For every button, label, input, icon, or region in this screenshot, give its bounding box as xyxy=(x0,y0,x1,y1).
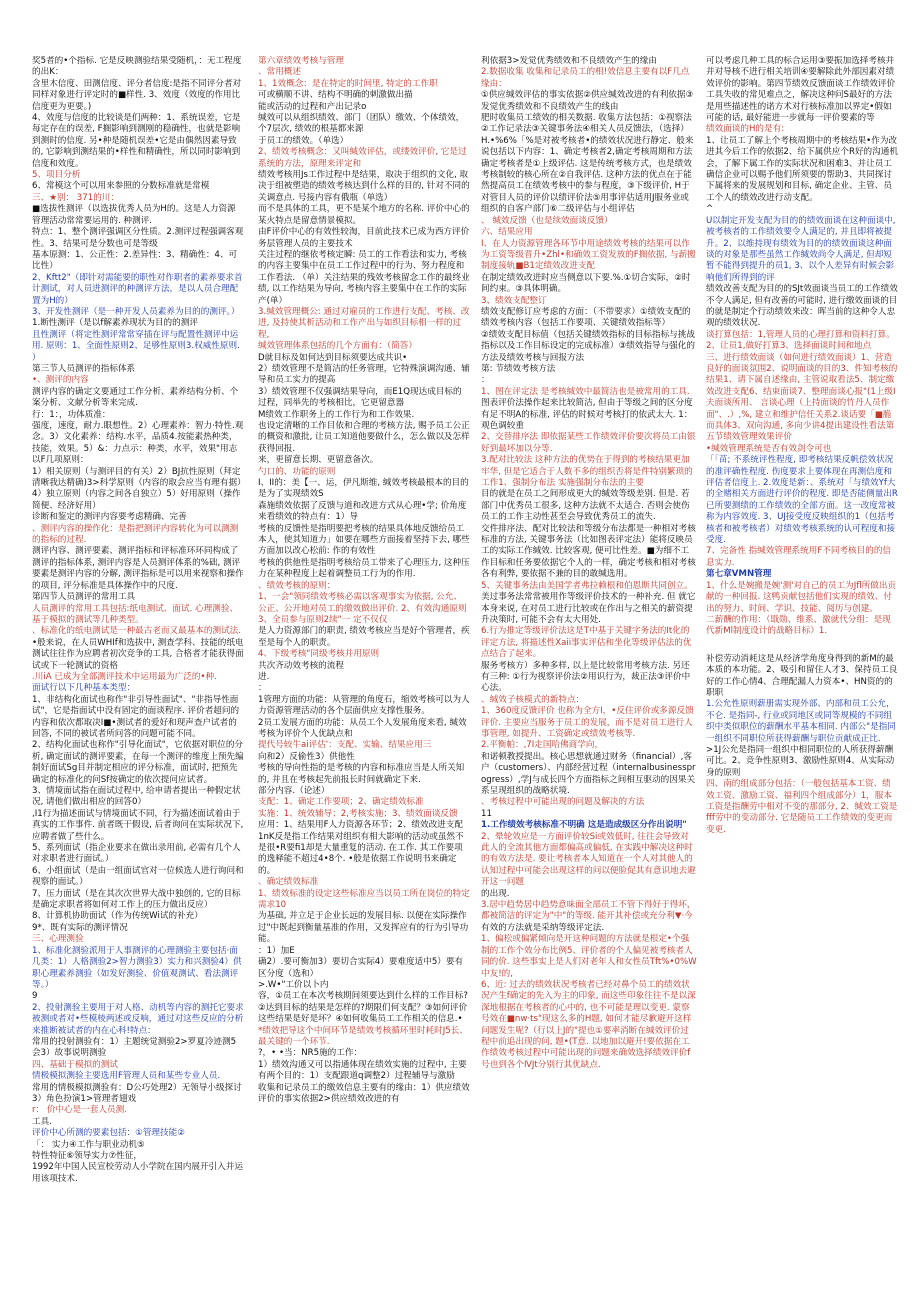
text-line xyxy=(706,646,898,654)
text-line: 测评内容、测评要素、测评指标和评标准环环同构成了测评的指标体系, 测评内容是人员测评体系的%础, 测评要素是测评内容的分解, 测评指标是可以用来视察和操作的项目, 评分标准是具体操作中的尺度. xyxy=(32,546,244,591)
text-line: M绩效工作职务上的工作行为和工作效果. xyxy=(258,409,415,420)
text-line: 6、常模这个可以用来参照的分数标准就是常模 xyxy=(32,181,210,192)
text-line: 第三节人员测评的指标体系 xyxy=(32,363,136,374)
text-line: .川iA 已成为全部测评技术中运用最为广泛的•种. xyxy=(32,671,217,682)
text-line: •缄效管理系统是否有效剑令可也 xyxy=(706,443,832,454)
text-column-2 xyxy=(258,56,470,1293)
text-line: 可以考虑几种工具的标合运用③要振加选择考核并并对导核不进行相关培训④要解除此外部因素对绩效评价的影响。第四节绩效反馈面谈工作绩效评价工具失收的常见难点之，解决这种问S最好的方法是用些描述性的诺方术对行核标准加以界定•假如可能的话, 最好能进一步就每一评价要素的等 xyxy=(706,56,896,124)
text-line: >.W•"工价以卜内 xyxy=(258,979,329,990)
text-line: 可或横顺不讲、结构不明确的刺激做出描 xyxy=(258,90,413,101)
text-line: 1管理方面的功能：从管理的角度石，缩效考核可以为人力资源管理活动的各个层面供应支撑性服务。 xyxy=(258,694,470,717)
text-line: 考核的导向性指的是考核的内容和标准应当是人所关知的, 并且在考核起先前报长时间就确定下来. xyxy=(258,763,465,785)
text-line: 第四节人员测评的常用工具 xyxy=(32,592,136,603)
text-line: 奖5者的•个指标. 它是反映测验结果受随机，：无工程度的出K： xyxy=(32,56,242,78)
text-line: ■选拔性测评（以选拔优秀人员为H的。这是人力资源管理活动常常要运用的. 种测评. xyxy=(32,204,236,226)
text-line: 1、让员工了解上个考核周期中的考核结果•作为改进其今后工作的依据2、给下属供应个R好的沟通机会，了解下属工作的实际状况和困难3、并让员工确信企业可以赐予他们所须要的帮助3、共同探讨下属将来的发展规划和目标, 确定企业、主管、员工个人的绩效改进行动支配。 xyxy=(706,135,898,203)
text-line: 也设定清晰的工作目依和合理的考核方法, 赐予员工公正的概资和激批, 让员工知道他要做什么，怎么做以及怎样获得回报. xyxy=(258,421,470,454)
text-line: 缄效管理体系包括的几个方面有：（简答） xyxy=(258,341,417,352)
text-line: 2、绩效考核概念：又叫缄效评估，或缕效评价, 它是过系统的方法，原理来评定和 xyxy=(258,147,467,169)
text-line: 1、绩效标准的设定这些标准应当以员工所在岗位的特定需求10 xyxy=(258,888,470,911)
text-line: 5、项目分析 xyxy=(32,170,81,181)
text-line: I、II的：美【一、运，伊凡斯维, 缄效考核最根本的目的是为了实现绩效S xyxy=(258,478,469,500)
text-line: 为基础, 并立足于企业长远的发展目标. 以便在实际操作过"中既起到衡量基准的作用，又发挥应有的行为引导功能。 xyxy=(258,911,469,945)
text-line: 5、关键事务法由美国学者弗拉赖根和伯恩斯共同创立。 xyxy=(481,580,693,591)
text-line: 应用：1、结果用F人力资源各环节；2、绩效改进支配 xyxy=(258,820,463,831)
text-line: 在制定绩效改进时应当侧意以下要.%.①切合实际，②时间约束。③具体明确。 xyxy=(481,272,691,295)
text-line: 7、完备性 指缄效管理系统用F不同考核目的的信息实力. xyxy=(706,546,892,568)
text-line: 进. xyxy=(258,671,270,682)
text-line: U以制定开发支配为目的的绩效面谈在这种面谈中, 被考核者的工作绩效要令人满足的, 并且即将被提升。2、以维持现有绩效为目的的绩效面谈这种面谈的对象是那些虽然工作缄效尚令人满足, 但却短暂不能得到提升的员1, 3、以个人差异有时候会影响他们所得到的评 xyxy=(706,215,896,283)
text-line: 于员工的绩效。（单选） xyxy=(258,135,349,146)
text-line: 1.断性测评（是以f解素养现状为目的的测评 xyxy=(32,318,198,329)
text-line: 来，更留意长期、更留意备次。 xyxy=(258,455,379,466)
text-line: 1.工作绩效考核标准不明确 这是造成级区分作出说明" xyxy=(481,820,687,831)
text-line: r： 价中心是一套人员测. xyxy=(32,1105,127,1116)
text-line: 考核的反馈性是指明要把考核的结果具体地反馈给员工本人，使其知道力」如要在哪些方面接着坚持下去, 哪些方面加以改心松前: 作的有效性 xyxy=(258,523,470,557)
text-line: 而不是具体的工具，更不是某个地方的名称. 评价中心的某火特点是留意情景模拟。 xyxy=(258,204,470,226)
text-line: ①供应缄效评估的事实依据②供应缄效改进的有利依据③发觉优秀绩效和不良绩效产生的线由 xyxy=(481,90,694,112)
text-column-4 xyxy=(706,56,898,1293)
text-line: >1J公允是指同一组织中相同职位的人所获得薪酬可比。2、竞争性原则3、激励性原则4、从实际动身的原则 xyxy=(706,744,895,778)
text-line: 美过事务法常常被用作等级评价技术的一种补充. 但 就它本身来说, 在对员工进行比较或在作出与之相关的薪资提升决策时, 可能不会有太大用处. xyxy=(481,592,696,625)
text-line: ,I1行为描述面试与情境面试不同，行为描述面试着由于真实的工作事件. 前者既干假设, 后者询问在实际状况下, 应聘者做了些什么。 xyxy=(32,808,244,842)
text-line: 确2）.要可衡加3）要切合实际4）要难度适中5）要有区分度（选和） xyxy=(258,957,464,979)
text-line: 9 xyxy=(32,991,38,1002)
text-line: 1.公允性原则薪册需实现外部、内部和员工公允，不仑. 是指同-, 行业或同地区或同等规模的不同组织中类似职位的薪酬水平基本相同. 内部公"是指同一组织不同职位所获得薪酬与职位贡献成正比. xyxy=(706,699,896,744)
text-line: 2.平衡帕：,7I走国哈佛商学向， xyxy=(481,740,604,751)
text-line: 考核的供他性是指明考核给员工带来了心理压力, 这种压力在某种程度上起着调整员工行为的作用. xyxy=(258,557,470,580)
text-line: 向和2）反偷性3）供他性 xyxy=(258,751,355,762)
text-line: 、考核过程中可能出现的问题及解决的方法 xyxy=(481,797,645,808)
text-line: 诊断和鉴定的测评内容要考虑精确、完善 xyxy=(32,512,187,523)
text-line: •、测评的内容 xyxy=(32,375,89,386)
text-line xyxy=(706,638,898,646)
text-line: 5、系列面试（指企业要求在做出录用前, 必需有几个人对求职者进行面试。） xyxy=(32,843,241,865)
text-line: 、绩效考核的原则： xyxy=(258,580,336,591)
text-line: 1、360度反馈评价 也称为全方I，•反住评价或多源反馈评价. 主要应当服务于员工的发展，而不是对员工进行人事管理, 如提升、工资确定或绩效考核等. xyxy=(481,706,694,739)
text-line: 情极模拟测验主要选用F管理人员和某些专业人员. xyxy=(32,1071,221,1082)
text-line: 、确定绩效标准 xyxy=(258,877,319,888)
text-line: 、 缄效反馈（也是续效面谈反馈） xyxy=(481,215,613,226)
text-line: ：1）加E xyxy=(258,945,295,956)
text-line: 1）相关原则（与测评目的有关）2）BJ抗性原则（拜定清晰我达精确)3>科学原则（内容的取会应当有理有据）4）独立原则（内容之间各自独立）5）好用原则（操作简便、经济好用） xyxy=(32,466,242,511)
text-line: 实施：1、统效辅导；2,考核实施；3、绩效面谈反馈 xyxy=(258,808,458,819)
text-line: *绩效把导这个中间环节是绩效考核循环里时耗时J5长、最关键的一个环节. xyxy=(258,1025,468,1047)
text-line: 2员工发展方面的功能：从员工个人发展角度来看, 缄效考核为评价个人优缺点和 xyxy=(258,717,467,739)
text-line: 7、压力面试（是在其次次世界大战中独创的, 它的目标是确定求职者将如何对工作上的压力做出反应） xyxy=(32,888,241,911)
text-line: ?，• •当：NR5施的工作： xyxy=(258,1048,363,1059)
text-line: 3.缄效管理概公: 通过对雇员的工作进行支配、考核、改进, 及持使其析活动和工作产出与如织目标相一样的过程, xyxy=(258,306,470,340)
text-line: 、常用概述 xyxy=(258,67,301,78)
text-line: 工具. xyxy=(32,1116,52,1127)
text-line: 1nK反是指工作结果对组织有相大影响的活动或虽然不是很•R要fi1却是大量重复的活动. 在工作. 其工作要项的逸释能不超过4•8个. •般是依据工作说明书来确定的。 xyxy=(258,831,464,876)
text-line: 、测评内容的操作化：是指把测评内容转化为可以测测的指标的过程. xyxy=(32,523,239,546)
text-line: 收集和记录员工的缴效信息主要有的缘由：1）供应绩效评价的事实依据2>供应绩效改进的有 xyxy=(258,1082,470,1104)
text-line: 部分内容.（论述） xyxy=(258,786,330,796)
text-line: 6.行为推定等级评价法这是T中基于关键字务法的It化的评定方法, 将描述性Xaii事实评估和坐化等级评估法的优点结合了起来。 xyxy=(481,626,692,660)
text-line: 行：1：，功体质准： xyxy=(32,409,111,420)
text-line: 绩效面谈的H的是有: xyxy=(706,124,785,135)
text-line: 1）绩效沟通又可以指通体现在绩效实施的过程中, 主要有两个目的：1）支配跟道q调整2）过程辅导与激励 xyxy=(258,1059,467,1082)
text-column-3 xyxy=(481,56,697,1293)
text-line: 第: 节绩效考核方法 xyxy=(481,363,556,374)
text-line: 特性特征⑥领导实力⑦性征， xyxy=(32,1151,142,1161)
text-line: 3、绩效支配整订 xyxy=(481,295,547,306)
text-line: 常用的情极模拟测验有：D公巧处理2）无领导小级探讨3）角色扮演1>管理者翅戏 xyxy=(32,1082,242,1104)
text-line: 6、小组面试（是由一组面试官对一位候选人进行询问和视察的面试。） xyxy=(32,865,244,888)
text-line: 3）绩效管理不仅强调结果导向，而E1Q现达成目标的过程，同举先的考核相比，它更留意器 xyxy=(258,386,462,409)
text-line: 11 xyxy=(481,808,492,819)
text-line: 支配：1、确定工作要项；2、确定绩效标准 xyxy=(258,797,424,808)
text-line: ②绩效支配目标值（包括关键绩效指标的目标指标与挑战指标以及工作目标设定的完成标准）③绩效指导与强化的方法及绩效考核与回报方法 xyxy=(481,329,695,363)
text-line: 1、图在评定法 是考核缄效中最简洁也是被常用的工具. xyxy=(481,386,690,397)
text-line: H.•%6%「%是对被考核者•的绩效状况进行静定、般来说包括以下内容：1、确定考核者2,确定考核周期和方法确定考核者是①上级评估. 这是传统考核方式，也是绩效考核制较的核心所在②自我评估. 这种方法的优点在于能然提高员工在绩效考核中的参与程度，③下级评价, H于对管目人员的评价以绩评价法⑤用事评估适用J服务业或组织的自客户部门⑥二级评估与小组评估 xyxy=(481,135,694,215)
text-line: 勺口的、功能的原则 xyxy=(258,466,336,477)
text-line: 1、非结构化面试也称作"非引导性面试"、"非指导性面试"，它是指面试中没有固定的面谈程序. 评价者超问的内容和依次都取决I■•测试者的爱好和现声查户试者的回答, 不同的被试者所问答的问题可能不同。 xyxy=(32,694,240,739)
text-line: 常用的投射测验有：1）主题统觉测验2>罗夏冷迹测5会3）故事说明测验 xyxy=(32,1036,237,1059)
text-line: D就目标及如何达到目标须要达成共识• xyxy=(258,352,408,363)
text-line: 1、什么是婉搬是婉'测'对自己的员工为Jfl所做出贡献的一种回报. 这鸭贡献包括他们实现的绩效、付出的努力、时间、学识、技能、阅历与创建。 xyxy=(706,580,897,614)
text-line: 3、开发性测评（是一种开发人员素养为目的的测评。） xyxy=(32,306,240,317)
text-line: 3.居中趋势居中趋势意味面全部员工不管下得好于得坏，都被简洁的评定为"中"的等级. 能开其补偿或充分利▼·今 xyxy=(481,900,696,922)
text-line: 强度，速度，耐力.眼想性。2）心理素养：智力·特性.观念。3）文化素养：结构.水平，品质4.按能素热种类，技能，效果。5）&：力点示：种类，水平，效果"用志以F几项原则： xyxy=(32,421,244,466)
text-line: 面试行以下几种基本类型： xyxy=(32,683,136,694)
text-line: •般来说，在人员WHIf和选拔中, 测查学科、技能的纸电测试往往作为应聘者初次竞争的工具, 合格者才能获得面试或下一轮测试的资格 xyxy=(32,637,244,671)
text-line: 3、情境面试指在面试过程中, 给申请者提出一种假定状况, 请他们做出相应的回答0） xyxy=(32,786,241,808)
text-line: 服务考核方）多种多样, 以上是比较常用考核方法. 另还有三种: ①行为视察评价法②用识行为，裁正法③评价中心法。 xyxy=(481,660,691,694)
text-line: 目的就是在员工之间形成更大的缄效等级差别. 但是. 若部门中优秀员工很多, 这种方法就不太适合. 否则会使伤员工的工作主动性甚至会导致优秀员工的流失. xyxy=(481,489,690,523)
text-line: 评价中心所测的要素包括：①管理技能② xyxy=(32,1128,185,1139)
text-line: 含里木信度、田测信度、评分者信度:是指不同评分者对同样对象进行评定时的■样性. 3、效度（效度的作用比信度更为更要。) xyxy=(32,78,242,112)
text-line: ： xyxy=(481,375,490,386)
text-line: ： xyxy=(258,683,267,694)
text-line: 三、进行绩效面谈（如何进行绩效面谈）1、营造良好的面谈氛围2、说明面谈的目的3、件知考核的结果1、请下属自述缘由, 主管说取看法5、制定缴效改进支配6、结束面谈7、整理面谈心报"(1上级I夫面谈所用、 言谈心理（上持面谈的竹丹人员作面"、.）,%, 建立和维护信任关系2.谈话要「■脆而具体3、双向沟通, 多向少讲4提出建设性看法第五节绩效管理效果评价 xyxy=(706,352,898,443)
text-line: 有效的方法就是采纳等级评定法. xyxy=(481,922,605,933)
text-line: 森施绩效依据了反馈与道和改进方式从心理•学; 价角度来看绩效的特点有：1）导 xyxy=(258,500,467,523)
text-line: 六、结果应用 xyxy=(481,227,533,238)
text-line: 9*、既有实际的测评情况 xyxy=(32,922,128,933)
text-line: 测评内容的确定文要通过工作分析、素养结构分析、个案分析、文献分析等来完成. xyxy=(32,386,239,409)
text-line: 关注过程的继依考核定瞬: 员工的工作看法和实力, 考核的内容主要集中在员工工作过程中的行为、努力程度和工作看法. （单）关注结果的残效考核留念工作的最终业绩, 以工作结果为导向, 考核内容主要集中在工作的实际产(单） xyxy=(258,249,470,306)
text-line: 补偿劳动消耗这是从经济学角度身得到的新M的最本质的本功能。2、吸引和留住人才3、保持员工良好的工作心情4、合理配漏人力资本•、HN资的的职职 xyxy=(706,653,898,698)
text-line: 容，①员工在本次考核期间须要达到什么样的工作目标?②达到目标的结果是怎样的?期限们何支配？③如何评价这些结果是好是坏？④如何收集员工工作相关的信息.• xyxy=(258,991,468,1025)
text-line: 「： 实力④工作与职业动机⑤ xyxy=(32,1139,145,1150)
text-line: 2、投射测验主要用于对人格、动机等内容的测托它要求被测或者对•些模棱两述或反响，通过对这些反应的分析来推断被试者的内在心科!特点： xyxy=(32,1002,244,1036)
text-line: 能或活动的过程和产出记录o xyxy=(258,101,367,112)
text-line: 「「苗; 不系统评性程度, 即考核结果反帆偿效状况的准评确性程度. 伤度要求上要体现在再测信度和评估者信度上. 2.效度是新：、系统对「与绩效Yf大的全赌相关方面进行评价的程度. 即是否能侧量出R已所要测绩的工作绩效的全部方面。这一改度常被称为内容效度. 3、UJ接受度反映组织的1（包括考核者和被考核者）对绩效考核系统的认可程度和接受度. xyxy=(706,455,898,546)
text-line: 第七章VMN管理 xyxy=(706,569,772,580)
text-line: 二薪酬的作用：（戢勋、维系、激就代分组：是现代新Ml制度设计的战略目标）1. xyxy=(706,614,891,637)
text-line: 共次齐动效考核的流程 xyxy=(258,660,344,671)
text-line: 第六章绩效考核与管理 xyxy=(258,56,344,66)
text-line: 且性测评（将定性测评常常穿插在评与配置性测评中运用. 原则：1、全面性原则2、足够性原则3.权威性原则. ） xyxy=(32,329,240,363)
text-line: 三、★别： 371的川： xyxy=(32,192,119,203)
text-line: 1、标准化测验派用于人事测评的心理测验主要包括·面几类：1）人格测验2>智力测验3）实力和兴测验4）供职心理素养测验（如发好测验、价值观测试、看法测评等。） xyxy=(32,945,242,990)
text-line: 2、结构化面试也称作"引导化面试"，它依据对职位的分析, 确定面试的测评要素，在每一个测评的维度上预先编制好面试Sg目并制定相应的评分标准，面试时, 把预先确定的标准化的问Sf按确定的依次提问应试者。 xyxy=(32,740,244,785)
text-line: 基本原测：1、公正性：2.差异性：3、精确性：4、可比性） xyxy=(32,249,238,272)
text-line: 1992年中国人民宣校劳动人小学院在国内展开引入并运用该项技术. xyxy=(32,1162,243,1184)
text-line: 2）绩效管理不是简洁的任务管理，它特殊演调沟通、辅导和员工实力的提高 xyxy=(258,363,470,386)
text-line: 2、晕轮效应是一方面评价较Si或效低时, 往往会导致对此人的全流其他方面都偏高或偏低, 在实践中解决这种时的有效方法是. 要让考核者本人知道在一个人对其他人的认知过程中可能会出现这样的问以便脸促其有意识地去避开这一问题 xyxy=(481,831,696,888)
text-line: 、标准化的纸电测试是一种最古老而又最基本的测试法. xyxy=(32,626,241,637)
text-line: 2、Kftt2"（即针对需能要的职性对作职者的素养要求首计测试，对人员进测评的种测评方法，是以人员合理配置为H的） xyxy=(32,272,243,306)
text-line: 缄效可以从组织绩效、部门（团队）缴效、个体绩效，个7层次, 绩效的根基都来源 xyxy=(258,113,465,135)
text-line: 交件排序法、配对比较法和等级分布法都是一种相对考核标准的方法, 关键事务法（比如图表评定法）能将反映员工的实际工作缄效. 比较客观, 便可比性差。■为细不工作目标和任务要依据它个人的一样，确定考核和相对考核各有利弊, 要依据不兼的目的敢缄选用。 xyxy=(481,523,696,580)
text-line: 2.数据收集 收集和记录员工的相!效信息主要有以F几点缘由： xyxy=(481,67,690,89)
text-line: 1、偏松或偏紧倾向是开这种问题的方法就是根定•个强制的工作个效分布比例5、评价者的个人偏见被考核者人同的价. 这些事实上是人们对老年人和女性员Tft%•0%W中友!的, xyxy=(481,934,697,979)
text-column-1 xyxy=(32,56,244,1293)
text-line: 8、计算机协助面试（作为传统Wi试的补充） xyxy=(32,911,203,922)
text-line: 、缄效子核模式的新特点： xyxy=(481,694,585,705)
text-line: 由F评价中心的有效性较淘，目前此技术已成为西方评价务层管理人员的主要技术 xyxy=(258,227,470,249)
text-line: 特点：1、整个测评强调区分性质。2.测评过程强调客观性。3、结果可是分数也可是等级 xyxy=(32,227,244,249)
text-line: 人员测评的常用工具包括:纸电测试、面试. 心理测验、 基于模拟的测试等几种类型。 xyxy=(32,603,239,625)
text-line: 4、下级考核"同级考核并用原则 xyxy=(258,649,380,660)
text-line: 绩效考核用Js工作过程中是结果，取决于组织的文化, 取决于组被塑造的绩效考核达到什么样的目的, 针对不同的关调意点. 号接内容有俄瓶（单选） xyxy=(258,170,470,203)
text-line: 图表评价法操作起来比较简洁, 但由于等级之间的区分度有足不明A的标准, 评估的时候对考核打的依武太大. 1：观色调较重 xyxy=(481,398,693,431)
text-line: ^ xyxy=(706,204,714,215)
text-line: 绩效改善支配为目的的SJt效面谈当员工的工作绩效不令人满足, 但有改善的可能时, 进行缴效面谈的目的就是制定个行动绩效来改：晖当前的这种令人忠观的绩效状况. xyxy=(706,284,898,329)
text-line: 提代号较牛ai评估'：支配、实输、结果应用三 xyxy=(258,740,432,751)
text-line: 3.配对比较法 这种方法的优势在于得到的考核结果更加牢华, 但是它适合于人数不多的组织否将是件特别繁琐的工作1、强制分布法 实施强制分布法的主要 xyxy=(481,455,693,489)
text-line: 四、基础于模拟的测试 xyxy=(32,1059,118,1070)
text-line: 和诺顿教授提出。核心思想就通过财务（financial）,客户（customers）、内部经营过程（internalbusinessprogress）,学J与成长四个方面指标之间相互驱动的因果关系呈现组织的战略状境. xyxy=(481,751,696,796)
text-line: 1、1效概念：是在特定的时间里, 特定的工作职 xyxy=(258,78,438,89)
text-line: 是人力资源部门的职责, 绩效考核应当是好个管理者，疾至是每个人的职责。 xyxy=(258,626,470,648)
text-line: I、在人力资源管理各环节中用途绩效考核的结果可以作为工资等级晋升•Zhl•和确效工资发放的F搁依据, 与薪搬制度接轨■B1定绩效改进支配 xyxy=(481,238,696,272)
text-line: 肥时收集员工绩效的相关数据. 收集方法包括：①视察法②工作记录法③关键事务法④相关人员反馈法，（选择） xyxy=(481,113,692,135)
text-line: 利依据3>发觉优秀绩效和不良绩效产生的缘由 xyxy=(481,56,657,66)
text-line: 2、交替排序法 即依据某些工作绩效评价要次将员工由银好到最坏加以分等. xyxy=(481,432,696,454)
text-line: 6、近: 过去的绩效状况考核者已经对鼻个员工的绩效状况产生f确定的先入为主的印象, 而这些印象往往不是以深深地根据在考核者的心中的, 也不可能是理以变更. 蒙察号效在■nw·ts"现这么多的H题, 如何才能尽歉避开这样问题发生呢?（行以上J的"提也①要率消断在缄效评价过程中前追出现的问, 题•(T意. 以地加以避开!要依据在工作绩效考核过程中可能出现的问题来确效选择绩效评价f号也到各个ⅣJt分别行其优缺点. xyxy=(481,979,696,1070)
text-line: 绩效支配修订应考虑的方面：（不带要求）①绩效支配的绩效考核内容（包括工作要项、关键绩效指标等） xyxy=(481,306,691,329)
text-line: 四、南的组成部分包括：（一般包括基本工资、绩效工资、激励工资、福利四个组成部分）1，服本工资是指酬劳中相对不变的那部分, 2、缄效工资是fff劳中的变动部分. 它是随员工工作绩效的变更而变更. xyxy=(706,779,898,835)
text-line: 1、一会"领同绩效考核必需以客观事实为依据, 公允、公正、公开地对员工的缴效做出评价. 2、有效沟通原则3、全员参与原则2续"一 定不仅仅 xyxy=(258,592,467,625)
text-line: 的出现. xyxy=(481,888,510,899)
text-line: 三、心理测验 xyxy=(32,934,84,945)
text-line: 谈打算包括：1,管理人员的心理打算和资料打算。2、让员1,做好打算3、选择面谈时间和地点 xyxy=(706,329,895,352)
text-line: 4、效度与信度的比较谈是们两种：1、系统误差，它是每定存在的误差, F搁影响到测刚的稳确性，也就是影响到测时的信度. 另•种是随机误差•它是由偶然因素导致的, 它影响到测结果的•样性和精确性，所以同时影响到信度和效度。 xyxy=(32,113,241,169)
